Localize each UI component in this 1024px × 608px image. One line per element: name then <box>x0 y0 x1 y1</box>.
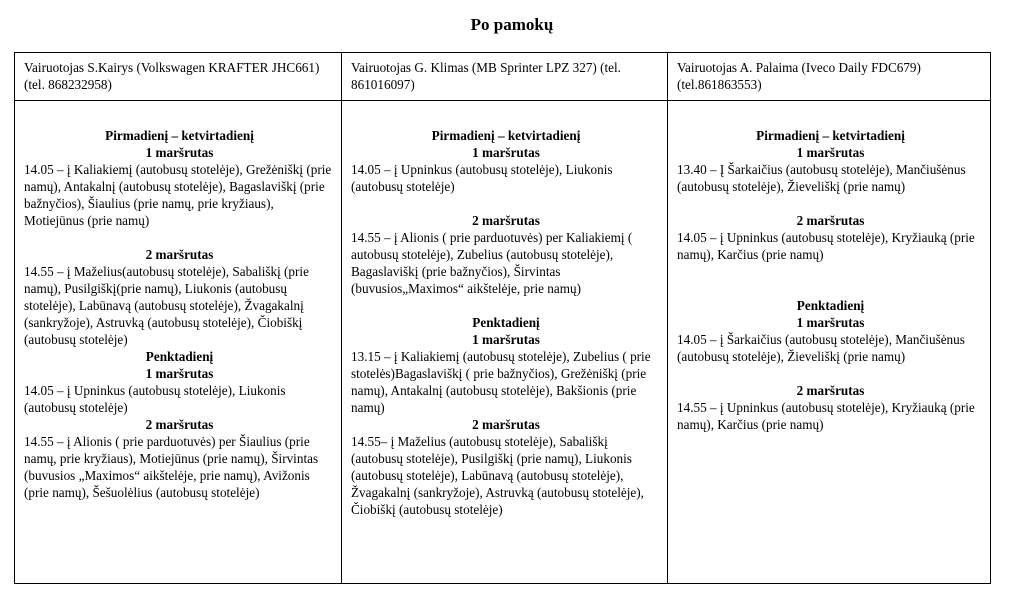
route-text: 14.05 – į Šarkaičius (autobusų stotelėje), Mančiušėnus (autobusų stotelėje), Žieveliškį (prie namų) <box>677 332 965 364</box>
route-label: 2 maršrutas <box>145 417 214 432</box>
route-text: 14.55 – į Alionis ( prie parduotuvės) per Kaliakiemį ( autobusų stotelėje), Zubelius (autobusų stotelėje), Bagaslaviškį (prie bažnyčios), Širvintas (buvusios„Maximos“ aikštelėje, prie namų) <box>351 230 633 296</box>
route-label: 1 maršrutas <box>796 315 865 330</box>
route-text: 14.05 – į Upninkus (autobusų stotelėje), Liukonis (autobusų stotelėje) <box>24 383 286 415</box>
driver-column-palaima <box>667 53 990 583</box>
route-text: 14.55 – į Alionis ( prie parduotuvės) per Šiaulius (prie namų, prie kryžiaus), Motiejūnus (prie namų), Širvintas (buvusios „Maximos“ aikštelėje, prie namų), Avižonis (prie namų), Šešuolėlius (autobusų stotelėje) <box>24 434 319 500</box>
route-text: 13.15 – į Kaliakiemį (autobusų stotelėje), Zubelius ( prie stotelės)Bagaslaviškį ( prie bažnyčios), Grežėniškį (prie namų), Antakalnį (autobusų stotelėje), Bakšionis (prie namų) <box>351 349 651 415</box>
driver-info: Vairuotojas G. Klimas (MB Sprinter LPZ 327) (tel. 861016097) <box>342 53 667 101</box>
day-heading: Penktadienį <box>472 315 540 330</box>
day-heading: Pirmadienį – ketvirtadienį <box>431 128 581 143</box>
page-title: Po pamokų <box>470 15 554 34</box>
day-heading: Penktadienį <box>796 298 865 313</box>
route-label: 2 maršrutas <box>796 213 865 228</box>
driver-info: Vairuotojas A. Palaima (Iveco Daily FDC679) (tel.861863553) <box>668 53 990 101</box>
schedule-table <box>14 52 991 584</box>
route-label: 1 maršrutas <box>145 145 214 160</box>
day-heading: Penktadienį <box>145 349 214 364</box>
route-text: 14.05 – į Upninkus (autobusų stotelėje), Liukonis (autobusų stotelėje) <box>351 162 613 194</box>
day-heading: Pirmadienį – ketvirtadienį <box>756 128 905 143</box>
routes-cell <box>342 101 667 518</box>
route-label: 1 maršrutas <box>472 145 540 160</box>
routes-cell <box>15 101 341 501</box>
route-label: 2 maršrutas <box>796 383 865 398</box>
route-text: 14.55 – į Upninkus (autobusų stotelėje), Kryžiauką (prie namų), Karčius (prie namų) <box>677 400 975 432</box>
day-heading: Pirmadienį – ketvirtadienį <box>105 128 254 143</box>
route-text: 14.55 – į Maželius(autobusų stotelėje), Sabališkį (prie namų), Pusilgiškį(prie namų), Liukonis (autobusų stotelėje), Labūnavą (autobusų stotelėje), Žvagakalnį (sankryžoje), Astruvką (autobusų stotelėje), Čiobiškį (autobusų stotelėje) <box>24 264 309 347</box>
route-label: 1 maršrutas <box>796 145 865 160</box>
routes-cell <box>668 101 990 433</box>
route-label: 2 maršrutas <box>472 213 540 228</box>
driver-column-klimas <box>341 53 667 583</box>
route-text: 14.05 – į Kaliakiemį (autobusų stotelėje), Grežėniškį (prie namų), Antakalnį (autobusų stotelėje), Bagaslaviškį (prie bažnyčios), Šiaulius (prie namų, prie kryžiaus), Motiejūnus (prie namų) <box>24 162 332 228</box>
driver-info: Vairuotojas S.Kairys (Volkswagen KRAFTER JHC661) (tel. 868232958) <box>15 53 341 101</box>
route-text: 13.40 – Į Šarkaičius (autobusų stotelėje), Mančiušėnus (autobusų stotelėje), Žieveliškį (prie namų) <box>677 162 966 194</box>
route-text: 14.05 – į Upninkus (autobusų stotelėje), Kryžiauką (prie namų), Karčius (prie namų) <box>677 230 975 262</box>
route-label: 1 maršrutas <box>472 332 540 347</box>
route-text: 14.55– į Maželius (autobusų stotelėje), Sabališkį (autobusų stotelėje), Pusilgiškį (prie namų), Liukonis (autobusų stotelėje), Labūnavą (autobusų stotelėje), Žvagakalnį (sankryžoje), Astruvką (autobusų stotelėje), Čiobiškį (autobusų stotelėje) <box>351 434 644 517</box>
route-label: 2 maršrutas <box>472 417 540 432</box>
driver-column-kairys <box>15 53 341 583</box>
route-label: 2 maršrutas <box>145 247 214 262</box>
route-label: 1 maršrutas <box>145 366 214 381</box>
